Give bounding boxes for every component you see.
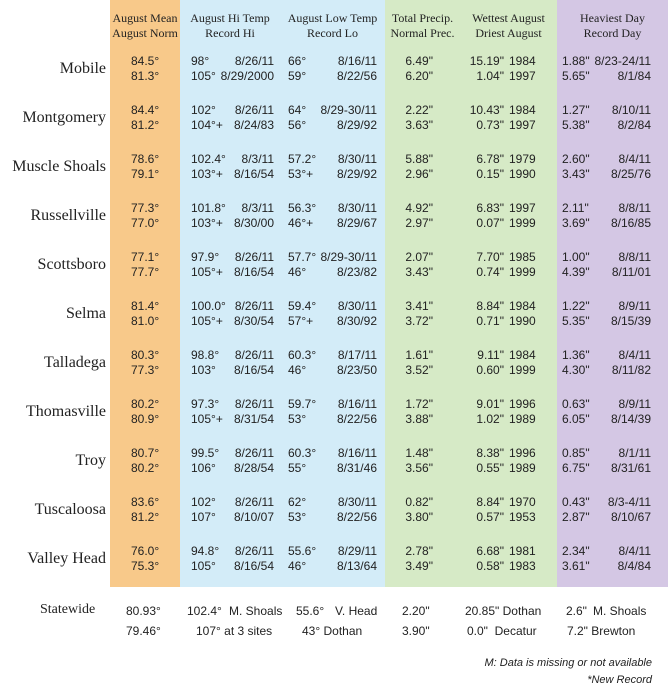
normal-precip: 3.63" xyxy=(405,118,433,132)
normal-precip: 6.20" xyxy=(405,69,433,83)
heaviest-day-date: 8/4/11 xyxy=(618,348,651,362)
wettest-year: 1984 xyxy=(509,54,536,68)
driest-year: 1997 xyxy=(509,118,536,132)
total-precip: 2.78" xyxy=(405,544,433,558)
wettest: 7.70" xyxy=(476,250,504,264)
record-lo: 57°+ xyxy=(288,314,314,328)
driest: 0.57" xyxy=(476,510,504,524)
heaviest-day: 0.63" xyxy=(562,397,590,411)
record-hi: 106° xyxy=(191,461,216,475)
driest: 0.07" xyxy=(476,216,504,230)
record-lo-date: 8/22/56 xyxy=(336,412,377,426)
record-lo-date: 8/31/46 xyxy=(336,461,377,475)
normal-precip: 3.88" xyxy=(405,412,433,426)
heaviest-day-date: 8/3-4/11 xyxy=(607,495,651,509)
record-hi-date: 8/16/54 xyxy=(233,363,274,377)
total-precip: 5.88" xyxy=(405,152,433,166)
driest: 1.04" xyxy=(476,69,504,83)
record-hi: 104°+ xyxy=(191,118,223,132)
record-day: 6.75" xyxy=(562,461,590,475)
record-day: 3.43" xyxy=(562,167,590,181)
table-row xyxy=(0,44,668,93)
wettest-year: 1996 xyxy=(509,397,536,411)
normal-precip: 3.72" xyxy=(405,314,433,328)
low-temp-date: 8/30/11 xyxy=(337,495,377,509)
heaviest-day-date: 8/1/11 xyxy=(618,446,651,460)
driest-year: 1999 xyxy=(509,216,536,230)
low-temp-date: 8/30/11 xyxy=(337,299,377,313)
record-hi-date: 8/16/54 xyxy=(233,265,274,279)
record-lo: 56° xyxy=(288,118,307,132)
driest-year: 1953 xyxy=(509,510,536,524)
city-name: Scottsboro xyxy=(37,256,106,273)
record-hi-date: 8/24/83 xyxy=(233,118,274,132)
low-temp-date: 8/30/11 xyxy=(337,152,377,166)
wettest: 6.68" xyxy=(476,544,504,558)
wettest: 8.84" xyxy=(476,299,504,313)
driest-year: 1983 xyxy=(509,559,536,573)
august-norm: 79.1° xyxy=(131,167,160,181)
record-day-date: 8/1/84 xyxy=(617,69,651,83)
record-hi-date: 8/30/00 xyxy=(233,216,274,230)
driest-year: 1997 xyxy=(509,69,536,83)
driest: 0.60" xyxy=(476,363,504,377)
wettest-year: 1979 xyxy=(509,152,536,166)
august-mean: 84.4° xyxy=(131,103,160,117)
heaviest-day: 0.85" xyxy=(562,446,590,460)
statewide-hi: 102.4° xyxy=(187,604,222,618)
hi-temp: 102° xyxy=(191,103,216,117)
record-hi-date: 8/30/54 xyxy=(233,314,274,328)
record-day: 3.61" xyxy=(562,559,590,573)
statewide-lo: 55.6° xyxy=(296,604,325,618)
header-wettest-driest: Wettest August Driest August xyxy=(472,11,545,40)
statewide-norm: 79.46° xyxy=(126,624,161,638)
hi-temp: 102° xyxy=(191,495,216,509)
driest-year: 1999 xyxy=(509,363,536,377)
record-day: 3.69" xyxy=(562,216,590,230)
city-name: Russellville xyxy=(30,207,106,224)
wettest: 15.19" xyxy=(469,54,504,68)
august-norm: 81.3° xyxy=(131,69,160,83)
wettest-year: 1985 xyxy=(509,250,536,264)
august-norm: 77.7° xyxy=(131,265,160,279)
wettest: 6.78" xyxy=(476,152,504,166)
hi-temp-date: 8/26/11 xyxy=(234,299,274,313)
low-temp-date: 8/17/11 xyxy=(337,348,377,362)
record-day-date: 8/10/67 xyxy=(610,510,651,524)
low-temp-date: 8/16/11 xyxy=(337,446,377,460)
record-lo-date: 8/23/82 xyxy=(336,265,377,279)
low-temp: 59.7° xyxy=(288,397,317,411)
august-mean: 80.2° xyxy=(131,397,160,411)
hi-temp-date: 8/26/11 xyxy=(234,348,274,362)
august-norm: 75.3° xyxy=(131,559,160,573)
city-name: Selma xyxy=(66,305,106,322)
august-mean: 80.7° xyxy=(131,446,160,460)
august-mean: 77.1° xyxy=(131,250,160,264)
hi-temp: 94.8° xyxy=(191,544,220,558)
heaviest-day: 1.88" xyxy=(562,54,590,68)
august-norm: 81.2° xyxy=(131,118,160,132)
record-lo: 46° xyxy=(288,265,307,279)
record-hi: 105° xyxy=(191,559,216,573)
record-lo-date: 8/22/56 xyxy=(336,69,377,83)
low-temp: 62° xyxy=(288,495,307,509)
wettest-year: 1970 xyxy=(509,495,536,509)
normal-precip: 3.80" xyxy=(405,510,433,524)
wettest-year: 1984 xyxy=(509,103,536,117)
heaviest-day-date: 8/9/11 xyxy=(618,299,651,313)
hi-temp-date: 8/3/11 xyxy=(241,152,274,166)
record-hi-date: 8/31/54 xyxy=(233,412,274,426)
driest-year: 1999 xyxy=(509,265,536,279)
low-temp: 57.7° xyxy=(288,250,317,264)
total-precip: 1.61" xyxy=(405,348,433,362)
driest-year: 1990 xyxy=(509,314,536,328)
heaviest-day-date: 8/4/11 xyxy=(618,152,651,166)
august-norm: 81.0° xyxy=(131,314,160,328)
record-lo: 53° xyxy=(288,412,307,426)
record-day-date: 8/16/85 xyxy=(610,216,651,230)
hi-temp-date: 8/26/11 xyxy=(234,397,274,411)
record-hi: 103°+ xyxy=(191,216,223,230)
record-lo: 59° xyxy=(288,69,307,83)
record-lo-date: 8/29/92 xyxy=(336,167,377,181)
heaviest-day-date: 8/8/11 xyxy=(618,201,651,215)
record-day-date: 8/4/84 xyxy=(617,559,651,573)
heaviest-day-date: 8/4/11 xyxy=(618,544,651,558)
driest-year: 1990 xyxy=(509,167,536,181)
record-day: 6.05" xyxy=(562,412,590,426)
record-hi: 105°+ xyxy=(191,314,223,328)
record-hi-date: 8/28/54 xyxy=(233,461,274,475)
total-precip: 4.92" xyxy=(405,201,433,215)
low-temp-date: 8/16/11 xyxy=(337,54,377,68)
record-lo-date: 8/22/56 xyxy=(336,510,377,524)
normal-precip: 3.49" xyxy=(405,559,433,573)
total-precip: 2.22" xyxy=(405,103,433,117)
heaviest-day-date: 8/8/11 xyxy=(618,250,651,264)
normal-precip: 2.97" xyxy=(405,216,433,230)
wettest: 8.38" xyxy=(476,446,504,460)
low-temp: 59.4° xyxy=(288,299,317,313)
august-norm: 80.9° xyxy=(131,412,160,426)
hi-temp-date: 8/26/11 xyxy=(234,250,274,264)
heaviest-day-date: 8/9/11 xyxy=(618,397,651,411)
record-hi: 103°+ xyxy=(191,167,223,181)
city-name: Troy xyxy=(75,452,106,469)
normal-precip: 3.43" xyxy=(405,265,433,279)
record-hi-date: 8/29/2000 xyxy=(220,69,274,83)
wettest-year: 1996 xyxy=(509,446,536,460)
table-row xyxy=(0,289,668,338)
heaviest-day: 1.27" xyxy=(562,103,590,117)
table-row xyxy=(0,338,668,387)
august-norm: 77.0° xyxy=(131,216,160,230)
august-norm: 80.2° xyxy=(131,461,160,475)
driest: 0.15" xyxy=(476,167,504,181)
record-hi: 105° xyxy=(191,69,216,83)
low-temp: 55.6° xyxy=(288,544,317,558)
record-day-date: 8/25/76 xyxy=(610,167,651,181)
low-temp: 60.3° xyxy=(288,446,317,460)
driest: 0.74" xyxy=(476,265,504,279)
heaviest-day: 1.00" xyxy=(562,250,590,264)
august-mean: 76.0° xyxy=(131,544,160,558)
record-lo-date: 8/13/64 xyxy=(336,559,377,573)
statewide-heaviest-site: M. Shoals xyxy=(593,604,647,618)
driest: 1.02" xyxy=(476,412,504,426)
header-august-hi-temp: August Hi Temp Record Hi xyxy=(190,11,270,40)
table-row xyxy=(0,485,668,534)
table-row xyxy=(0,142,668,191)
record-day-date: 8/2/84 xyxy=(617,118,651,132)
low-temp-date: 8/29/11 xyxy=(337,544,377,558)
hi-temp: 97.3° xyxy=(191,397,220,411)
heaviest-day: 1.22" xyxy=(562,299,590,313)
august-mean: 81.4° xyxy=(131,299,160,313)
statewide-normal-precip: 3.90" xyxy=(402,624,430,638)
header-august-low-temp: August Low Temp Record Lo xyxy=(287,11,378,40)
record-hi-date: 8/16/54 xyxy=(233,559,274,573)
record-lo-date: 8/29/92 xyxy=(336,118,377,132)
wettest: 9.01" xyxy=(476,397,504,411)
statewide-wettest: 20.85" Dothan xyxy=(465,604,542,618)
header-total-precip: Total Precip. Normal Prec. xyxy=(390,11,455,40)
hi-temp-date: 8/26/11 xyxy=(234,495,274,509)
hi-temp-date: 8/26/11 xyxy=(234,103,274,117)
statewide-precip: 2.20" xyxy=(402,604,430,618)
record-lo-date: 8/29/67 xyxy=(336,216,377,230)
record-lo: 53°+ xyxy=(288,167,314,181)
statewide-record-hi: 107° at 3 sites xyxy=(196,624,273,638)
record-hi: 105°+ xyxy=(191,412,223,426)
table-row xyxy=(0,191,668,240)
hi-temp-date: 8/26/11 xyxy=(234,54,274,68)
city-name: Muscle Shoals xyxy=(12,158,106,175)
record-day-date: 8/31/61 xyxy=(610,461,651,475)
wettest: 8.84" xyxy=(476,495,504,509)
heaviest-day: 2.34" xyxy=(562,544,590,558)
heaviest-day: 2.60" xyxy=(562,152,590,166)
wettest-year: 1997 xyxy=(509,201,536,215)
hi-temp: 97.9° xyxy=(191,250,220,264)
record-hi: 107° xyxy=(191,510,216,524)
low-temp: 57.2° xyxy=(288,152,317,166)
record-day-date: 8/14/39 xyxy=(610,412,651,426)
record-hi: 103° xyxy=(191,363,216,377)
city-name: Talladega xyxy=(44,354,106,371)
record-day: 2.87" xyxy=(562,510,590,524)
hi-temp: 102.4° xyxy=(191,152,226,166)
hi-temp: 99.5° xyxy=(191,446,220,460)
statewide-label: Statewide xyxy=(40,602,96,617)
wettest: 6.83" xyxy=(476,201,504,215)
normal-precip: 3.56" xyxy=(405,461,433,475)
record-day-date: 8/11/01 xyxy=(611,265,651,279)
low-temp: 66° xyxy=(288,54,307,68)
hi-temp: 100.0° xyxy=(191,299,226,313)
wettest-year: 1984 xyxy=(509,348,536,362)
table-row xyxy=(0,436,668,485)
record-hi-date: 8/16/54 xyxy=(233,167,274,181)
hi-temp-date: 8/3/11 xyxy=(241,201,274,215)
table-row xyxy=(0,240,668,289)
low-temp: 56.3° xyxy=(288,201,317,215)
low-temp-date: 8/16/11 xyxy=(337,397,377,411)
header-heaviest-day: Heaviest Day Record Day xyxy=(580,11,645,40)
total-precip: 1.72" xyxy=(405,397,433,411)
record-lo: 46°+ xyxy=(288,216,314,230)
header-august-mean-norm: August Mean August Norm xyxy=(112,11,178,40)
driest-year: 1989 xyxy=(509,461,536,475)
normal-precip: 2.96" xyxy=(405,167,433,181)
table-row xyxy=(0,93,668,142)
statewide-record-lo: 43° Dothan xyxy=(302,624,363,638)
total-precip: 3.41" xyxy=(405,299,433,313)
city-name: Valley Head xyxy=(27,550,106,567)
statewide-mean: 80.93° xyxy=(126,604,161,618)
heaviest-day: 0.43" xyxy=(562,495,590,509)
august-mean: 83.6° xyxy=(131,495,160,509)
footnote-new-record: *New Record xyxy=(587,674,652,686)
hi-temp: 98.8° xyxy=(191,348,220,362)
low-temp-date: 8/29-30/11 xyxy=(320,103,377,117)
city-name: Thomasville xyxy=(26,403,106,420)
record-lo: 55° xyxy=(288,461,307,475)
total-precip: 6.49" xyxy=(405,54,433,68)
record-day: 5.38" xyxy=(562,118,590,132)
driest-year: 1989 xyxy=(509,412,536,426)
low-temp: 60.3° xyxy=(288,348,317,362)
statewide-record-day: 7.2" Brewton xyxy=(567,624,636,638)
record-lo-date: 8/23/50 xyxy=(336,363,377,377)
heaviest-day-date: 8/10/11 xyxy=(611,103,651,117)
record-hi-date: 8/10/07 xyxy=(233,510,274,524)
low-temp-date: 8/29-30/11 xyxy=(320,250,377,264)
hi-temp: 101.8° xyxy=(191,201,226,215)
heaviest-day: 1.36" xyxy=(562,348,590,362)
low-temp: 64° xyxy=(288,103,307,117)
record-day: 5.35" xyxy=(562,314,590,328)
total-precip: 1.48" xyxy=(405,446,433,460)
low-temp-date: 8/30/11 xyxy=(337,201,377,215)
wettest: 10.43" xyxy=(469,103,504,117)
statewide-hi-site: M. Shoals xyxy=(229,604,283,618)
normal-precip: 3.52" xyxy=(405,363,433,377)
record-day: 5.65" xyxy=(562,69,590,83)
hi-temp-date: 8/26/11 xyxy=(234,446,274,460)
table-row xyxy=(0,387,668,436)
statewide-driest: 0.0" Decatur xyxy=(467,624,537,638)
record-lo-date: 8/30/92 xyxy=(336,314,377,328)
wettest-year: 1981 xyxy=(509,544,536,558)
statewide-heaviest: 2.6" xyxy=(566,604,587,618)
record-lo: 46° xyxy=(288,363,307,377)
table-row xyxy=(0,534,668,583)
august-mean: 84.5° xyxy=(131,54,160,68)
wettest-year: 1984 xyxy=(509,299,536,313)
driest: 0.58" xyxy=(476,559,504,573)
total-precip: 0.82" xyxy=(405,495,433,509)
total-precip: 2.07" xyxy=(405,250,433,264)
wettest: 9.11" xyxy=(477,348,504,362)
record-hi: 105°+ xyxy=(191,265,223,279)
record-lo: 46° xyxy=(288,559,307,573)
city-name: Mobile xyxy=(59,60,106,77)
record-day: 4.30" xyxy=(562,363,590,377)
record-lo: 53° xyxy=(288,510,307,524)
driest: 0.55" xyxy=(476,461,504,475)
driest: 0.71" xyxy=(476,314,504,328)
city-name: Montgomery xyxy=(22,109,106,126)
city-name: Tuscaloosa xyxy=(34,501,106,518)
august-mean: 77.3° xyxy=(131,201,160,215)
heaviest-day: 2.11" xyxy=(562,201,589,215)
hi-temp: 98° xyxy=(191,54,210,68)
statewide-lo-site: V. Head xyxy=(335,604,378,618)
record-day: 4.39" xyxy=(562,265,590,279)
record-day-date: 8/11/82 xyxy=(611,363,651,377)
footnote-missing: M: Data is missing or not available xyxy=(484,657,652,669)
record-day-date: 8/15/39 xyxy=(610,314,651,328)
august-mean: 78.6° xyxy=(131,152,160,166)
driest: 0.73" xyxy=(476,118,504,132)
august-norm: 77.3° xyxy=(131,363,160,377)
heaviest-day-date: 8/23-24/11 xyxy=(594,54,651,68)
august-mean: 80.3° xyxy=(131,348,160,362)
hi-temp-date: 8/26/11 xyxy=(234,544,274,558)
august-norm: 81.2° xyxy=(131,510,160,524)
